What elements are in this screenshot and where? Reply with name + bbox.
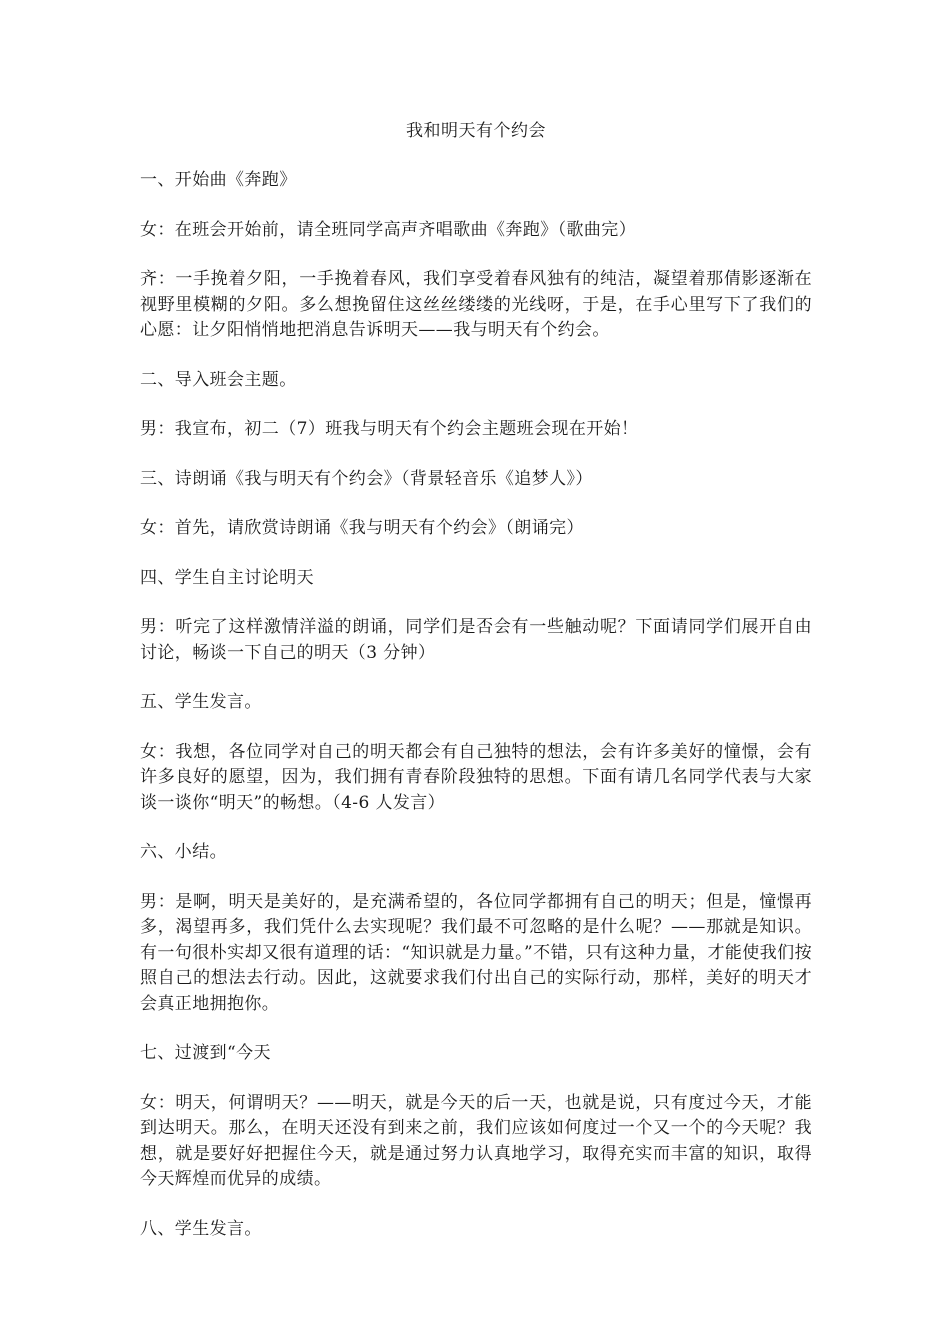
document-content: [140, 118, 812, 1266]
section-heading-1: 一、开始曲《奔跑》: [140, 170, 297, 190]
paragraph: 男：我宣布，初二（7）班我与明天有个约会主题班会现在开始！: [140, 419, 639, 439]
section-heading-6: 六、小结。: [140, 842, 227, 862]
paragraph: 女：明天，何谓明天？——明天，就是今天的后一天，也就是说，只有度过今天，才能到达明天。那么，在明天还没有到来之前，我们应该如何度过一个又一个的今天呢？我想，就是要好好把握住今天，就是通过努力认真地学习，取得充实而丰富的知识，取得今天辉煌而优异的成绩。: [140, 1092, 812, 1189]
section-heading-3: 三、诗朗诵《我与明天有个约会》（背景轻音乐《追梦人》）: [140, 468, 593, 489]
section-heading-5: 五、学生发言。: [140, 692, 262, 712]
paragraph: 男：是啊，明天是美好的，是充满希望的，各位同学都拥有自己的明天；但是，憧憬再多，渴望再多，我们凭什么去实现呢？我们最不可忽略的是什么呢？——那就是知识。有一句很朴实却又很有道理的话：“知识就是力量。”不错，只有这种力量，才能使我们按照自己的想法去行动。因此，这就要求我们付出自己的实际行动，那样，美好的明天才会真正地拥抱你。: [140, 891, 812, 1014]
section-heading-4: 四、学生自主讨论明天: [140, 567, 314, 588]
paragraph: 女：我想，各位同学对自己的明天都会有自己独特的想法，会有许多美好的憧憬，会有许多良好的愿望，因为，我们拥有青春阶段独特的思想。下面有请几名同学代表与大家谈一谈你“明天”的畅想。（4-6 人发言）: [140, 741, 812, 813]
document-title: 我和明天有个约会: [406, 121, 546, 141]
section-heading-8: 八、学生发言。: [140, 1218, 262, 1239]
paragraph: 女：在班会开始前，请全班同学高声齐唱歌曲《奔跑》（歌曲完）: [140, 219, 637, 240]
paragraph: 男：听完了这样激情洋溢的朗诵，同学们是否会有一些触动呢？下面请同学们展开自由讨论，畅谈一下自己的明天（3 分钟）: [140, 617, 812, 663]
section-heading-2: 二、导入班会主题。: [140, 369, 297, 390]
section-heading-7: 七、过渡到“今天: [140, 1043, 271, 1063]
paragraph: 女：首先，请欣赏诗朗诵《我与明天有个约会》（朗诵完）: [140, 518, 584, 538]
paragraph: 齐：一手挽着夕阳，一手挽着春风，我们享受着春风独有的纯洁，凝望着那倩影逐渐在视野里模糊的夕阳。多么想挽留住这丝丝缕缕的光线呀，于是，在手心里写下了我们的心愿：让夕阳悄悄地把消息告诉明天——我与明天有个约会。: [140, 269, 812, 340]
